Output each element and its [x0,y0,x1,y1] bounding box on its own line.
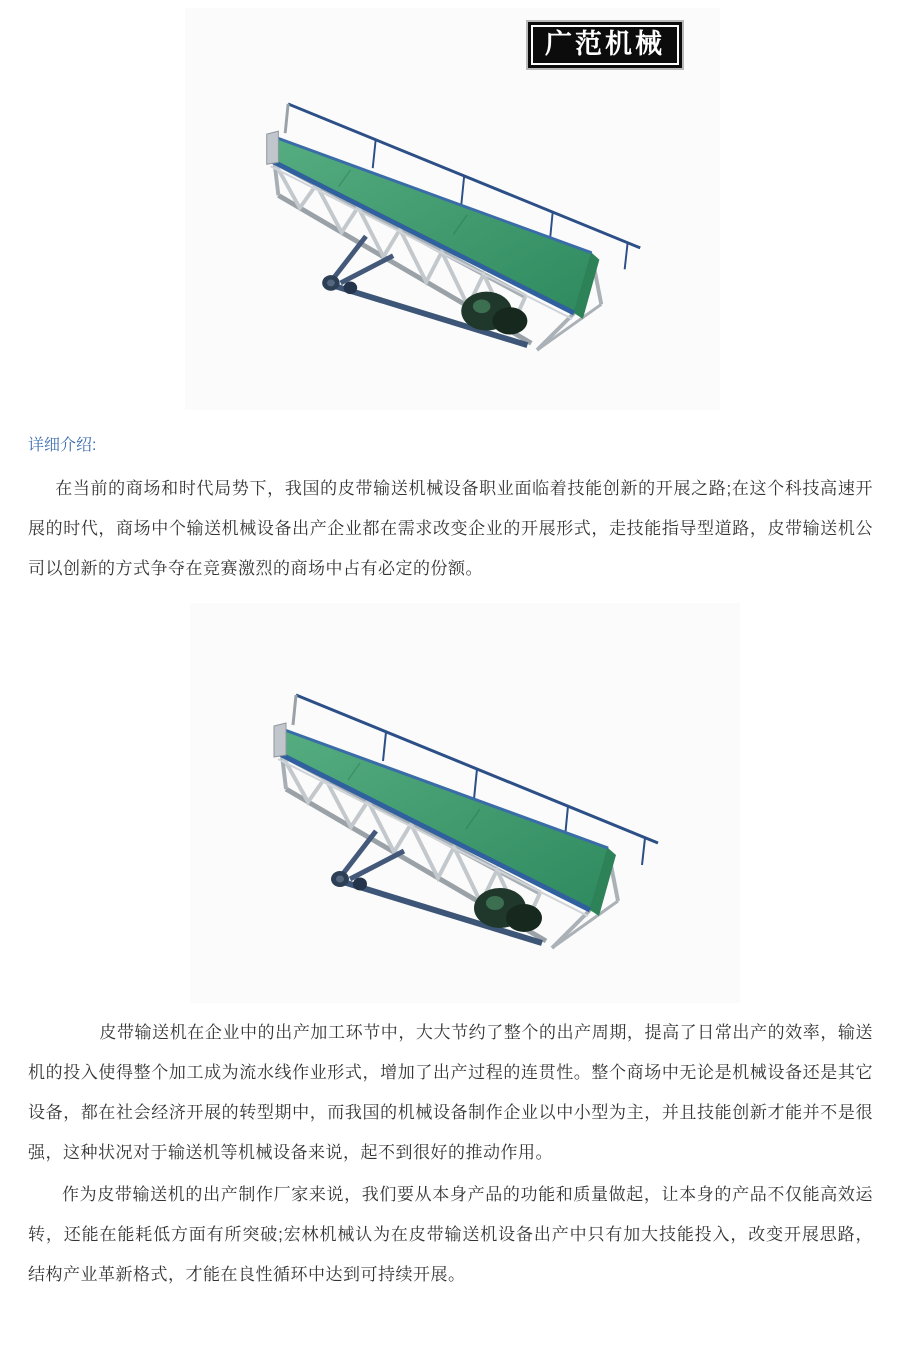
brand-watermark-text: 广范机械 [531,25,679,65]
product-image-middle [190,603,740,1003]
brand-watermark-badge [526,20,684,70]
manufacturer-paragraph: 作为皮带输送机的出产制作厂家来说，我们要从本身产品的功能和质量做起，让本身的产品不仅能高效运转，还能在能耗低方面有所突破;宏林机械认为在皮带输送机设备出产中只有加大技能投入，改变开展思路，结构产业革新格式，才能在良性循环中达到可持续开展。 [28,1185,873,1284]
benefits-paragraph: 皮带输送机在企业中的出产加工环节中，大大节约了整个的出产周期，提高了日常出产的效率，输送机的投入使得整个加工成为流水线作业形式，增加了出产过程的连贯性。整个商场中无论是机械设备还是其它设备，都在社会经济开展的转型期中，而我国的机械设备制作企业以中小型为主，并且技能创新才能并不是很强，这种状况对于输送机等机械设备来说，起不到很好的推动作用。 [28,1023,873,1162]
detail-heading: 详细介绍: [28,437,97,454]
belt-conveyor-illustration [190,603,740,1003]
product-image-top [185,8,720,410]
intro-paragraph: 在当前的商场和时代局势下，我国的皮带输送机械设备职业面临着技能创新的开展之路;在这个科技高速开展的时代，商场中个输送机械设备出产企业都在需求改变企业的开展形式，走技能指导型道路，皮带输送机公司以创新的方式争夺在竞赛激烈的商场中占有必定的份额。 [28,479,873,578]
